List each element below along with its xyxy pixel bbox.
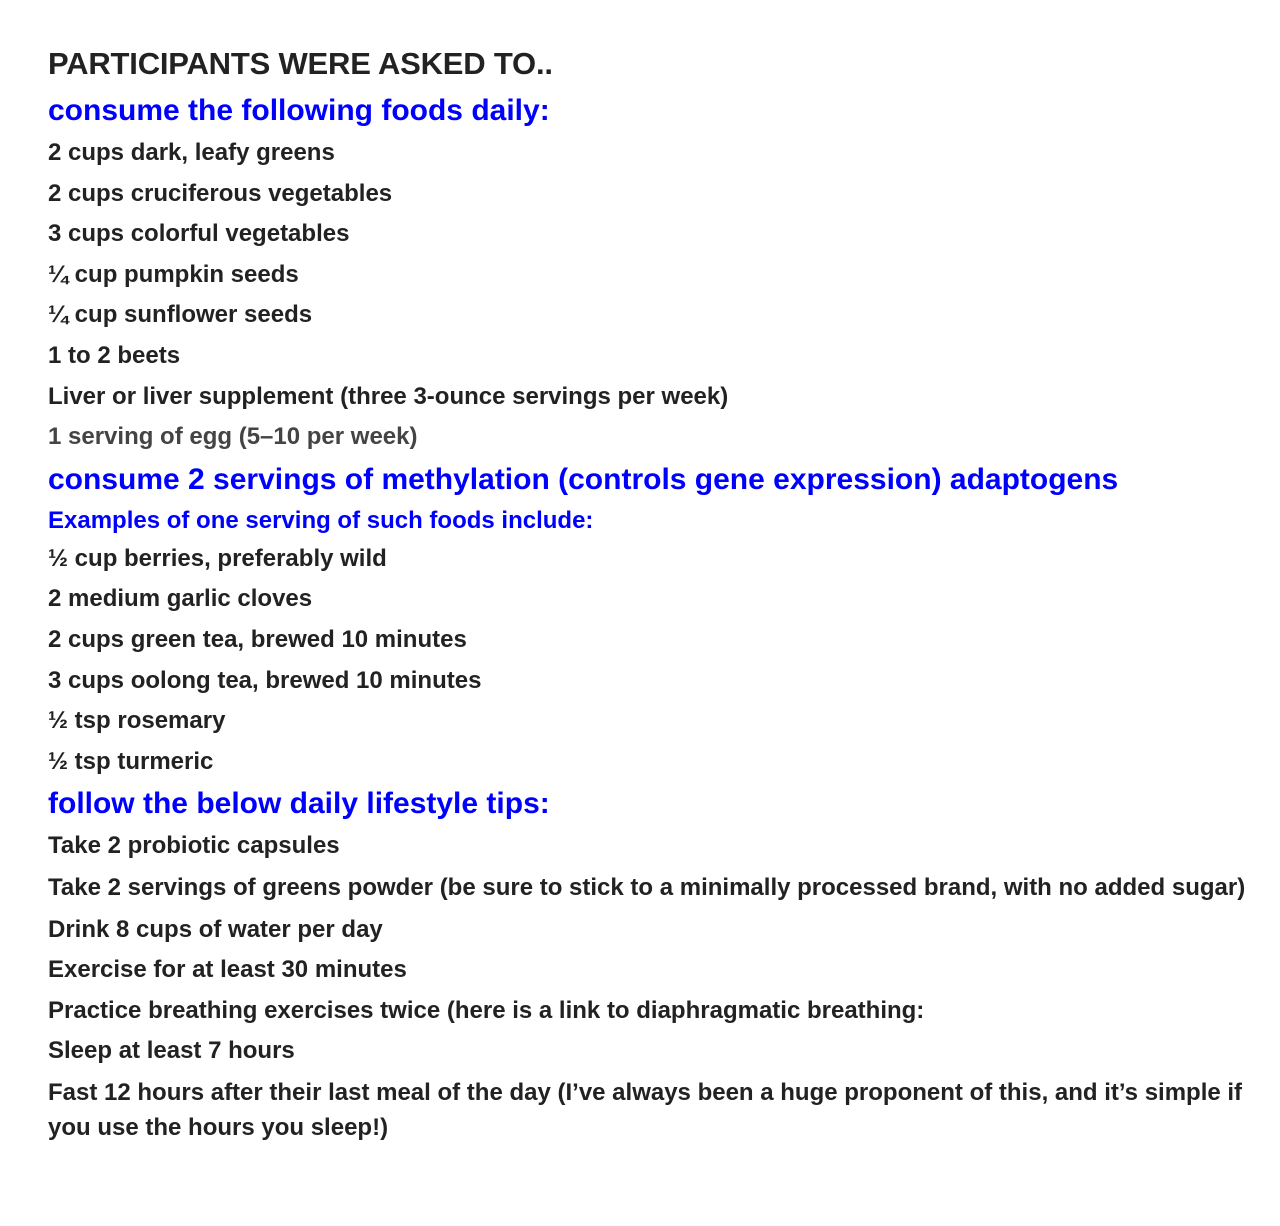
list-item: 2 cups green tea, brewed 10 minutes bbox=[48, 625, 467, 653]
list-item: 1 serving of egg (5–10 per week) bbox=[48, 423, 418, 451]
lifestyle-heading: follow the below daily lifestyle tips: bbox=[48, 787, 550, 821]
adaptogens-list bbox=[48, 542, 1260, 778]
adaptogens-subheading: Examples of one serving of such foods include: bbox=[48, 506, 594, 534]
list-item: ½ tsp turmeric bbox=[48, 747, 214, 775]
list-item: Exercise for at least 30 minutes bbox=[48, 956, 407, 984]
list-item: Take 2 probiotic capsules bbox=[48, 832, 340, 860]
list-item: 2 medium garlic cloves bbox=[48, 585, 313, 613]
foods-list bbox=[48, 136, 1260, 453]
list-item: 2 cups cruciferous vegetables bbox=[48, 179, 393, 207]
list-item: Practice breathing exercises twice (here is a link to diaphragmatic breathing: bbox=[48, 996, 925, 1024]
foods-heading: consume the following foods daily: bbox=[48, 94, 550, 127]
list-item: Liver or liver supplement (three 3-ounce servings per week) bbox=[48, 382, 729, 410]
list-item: Drink 8 cups of water per day bbox=[48, 915, 383, 943]
list-item: ¼ cup pumpkin seeds bbox=[48, 260, 299, 288]
list-item: 3 cups colorful vegetables bbox=[48, 220, 350, 248]
list-item: 1 to 2 beets bbox=[48, 341, 181, 369]
list-item: ¼ cup sunflower seeds bbox=[48, 301, 313, 329]
list-item: 3 cups oolong tea, brewed 10 minutes bbox=[48, 666, 482, 694]
foods-section bbox=[48, 92, 1260, 453]
lifestyle-list bbox=[48, 829, 1260, 1145]
list-item: ½ tsp rosemary bbox=[48, 707, 226, 735]
adaptogens-heading: consume 2 servings of methylation (controls gene expression) adaptogens bbox=[48, 462, 1119, 496]
lifestyle-section bbox=[48, 785, 1260, 1145]
list-item: 2 cups dark, leafy greens bbox=[48, 139, 335, 166]
adaptogens-section bbox=[48, 461, 1260, 778]
page-title: PARTICIPANTS WERE ASKED TO.. bbox=[48, 46, 553, 81]
list-item: Fast 12 hours after their last meal of the day (I’ve always been a huge proponent of this, and it’s simple if you use the hours you sleep!) bbox=[48, 1078, 1243, 1141]
list-item: Sleep at least 7 hours bbox=[48, 1037, 295, 1065]
list-item: Take 2 servings of greens powder (be sure to stick to a minimally processed brand, with no added sugar) bbox=[48, 873, 1246, 901]
list-item: ½ cup berries, preferably wild bbox=[48, 544, 387, 572]
